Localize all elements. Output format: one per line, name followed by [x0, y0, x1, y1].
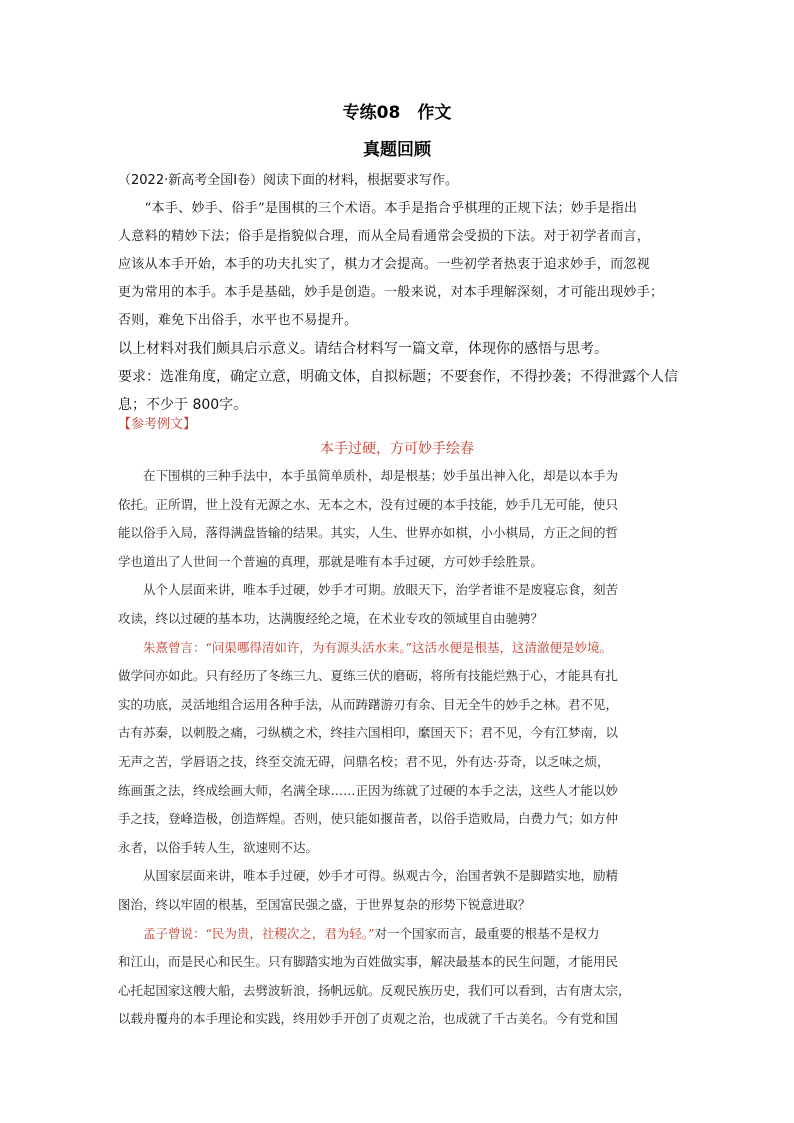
instruction-line: 息；不少于 800字。 [118, 397, 248, 413]
essay-line [118, 777, 678, 806]
essay-text: 无声之苦，学唇语之技，终至交流无碍，问鼎名校；君不见，外有达·芬奇，以乏味之烦， [118, 753, 610, 769]
essay-line [118, 805, 678, 834]
essay-line [118, 691, 678, 720]
essay-text: 学也道出了人世间一个普遍的真理，那就是唯有本手过硬，方可妙手绘胜景。 [118, 553, 544, 569]
essay-line [118, 748, 678, 777]
essay-text: 做学问亦如此。只有经历了冬练三九、夏练三伏的磨砺，将所有技能烂熟于心，才能具有扎 [118, 668, 619, 684]
essay-paragraph [118, 576, 678, 633]
essay-text: 手之技，登峰造极，创造辉煌。否则，使只能如揠苗者，以俗手造败局，白费力气；如方仲 [118, 811, 619, 827]
document-title: 专练08 作文 [342, 103, 452, 123]
essay-line [118, 491, 678, 520]
question-block [118, 167, 678, 419]
essay-line [118, 834, 678, 863]
essay-line [118, 891, 678, 920]
material-line: 应该从本手开始，本手的功夫扎实了，棋力才会提高。一些初学者热衷于追求妙手，而忽视 [118, 257, 651, 272]
essay-paragraph [118, 634, 678, 863]
essay-line [118, 862, 678, 891]
essay-text: 永者，以俗手转人生，欲速则不达。 [118, 839, 319, 855]
instruction-line: 要求：选准角度，确定立意，明确文体，自拟标题；不要套作，不得抄袭；不得泄露个人信 [118, 369, 678, 385]
essay-paragraph [118, 862, 678, 919]
essay-text: 对一个国家而言，最重要的根基不是权力 [374, 925, 600, 941]
instruction-line: 以上材料对我们颇具启示意义。请结合材料写一篇文章，体现你的感悟与思考。 [118, 341, 608, 357]
essay-paragraph [118, 462, 678, 576]
essay-line [118, 462, 678, 491]
essay-line [118, 519, 678, 548]
essay-text: 练画蛋之法，终成绘画大师，名满全球……正因为练就了过硬的本手之法，这些人才能以妙 [118, 782, 619, 798]
essay-title: 本手过硬，方可妙手绘春 [320, 441, 474, 457]
material-line: 否则，难免下出俗手，水平也不易提升。 [118, 313, 358, 328]
material-line: 更为常用的本手。本手是基础，妙手是创造。一般来说，对本手理解深刻，才可能出现妙手； [118, 285, 664, 300]
essay-text: 心托起国家这艘大船，去劈波斩浪，扬帆远航。反观民族历史，我们可以看到，古有唐太宗， [118, 982, 631, 998]
essay-text: 能以俗手入局，落得满盘皆输的结果。其实，人生、世界亦如棋，小小棋局，方正之间的哲 [118, 525, 619, 541]
essay-line [118, 719, 678, 748]
essay-text: 和江山，而是民心和民生。只有脚踏实地为百姓做实事，解决最基本的民生问题，才能用民 [118, 954, 619, 970]
essay-text: 实的功底，灵活地组合运用各种手法，从而踌躇游刃有余、目无全牛的妙手之林。君不见， [118, 696, 619, 712]
essay-line [118, 948, 678, 977]
essay-line [118, 920, 678, 949]
reference-label: 【参考例文】 [118, 417, 197, 432]
question-source: （2022·新高考全国Ⅰ卷）阅读下面的材料，根据要求写作。 [118, 173, 459, 188]
section-heading: 真题回顾 [363, 140, 431, 160]
essay-text: 攻读，终以过硬的基本功，达满腹经纶之境，在术业专攻的领域里自由驰骋？ [118, 610, 544, 626]
essay-text: 以载舟覆舟的本手理论和实践，终用妙手开创了贞观之治，也成就了千古美名。今有党和国 [118, 1011, 619, 1027]
quotation-text: 朱熹曾言：“问渠哪得清如许，为有源头活水来。”这活水便是根基，这清澈便是妙境。 [118, 639, 613, 655]
essay-line [118, 1005, 678, 1034]
essay-text: 从个人层面来讲，唯本手过硬，妙手才可期。放眼天下，治学者谁不是废寝忘食，刻苦 [118, 582, 619, 598]
essay-text: 在下围棋的三种手法中，本手虽简单质朴，却是根基；妙手虽出神入化，却是以本手为 [118, 468, 619, 483]
material-line: 人意料的精妙下法；俗手是指貌似合理，而从全局看通常会受损的下法。对于初学者而言， [118, 229, 651, 244]
material-line: “本手、妙手、俗手”是围棋的三个术语。本手是指合乎棋理的正规下法；妙手是指出 [118, 201, 638, 216]
essay-line [118, 605, 678, 634]
essay-line [118, 576, 678, 605]
essay-text: 图治，终以牢固的根基，至国富民强之盛，于世界复杂的形势下锐意进取？ [118, 896, 531, 912]
instruction-text [118, 335, 678, 419]
essay-line [118, 977, 678, 1006]
essay-line [118, 548, 678, 577]
essay-text: 依托。正所谓，世上没有无源之水、无本之木，没有过硬的本手技能，妙手几无可能，使只 [118, 496, 619, 512]
essay-text: 从国家层面来讲，唯本手过硬，妙手才可得。纵观古今，治国者孰不是脚踏实地，励精 [118, 868, 619, 884]
essay-line [118, 634, 678, 663]
essay-body [118, 462, 678, 1034]
essay-text: 古有苏秦，以刺股之痛，刁纵横之术，终挂六国相印，縻国天下；君不见，今有江梦南，以 [118, 725, 619, 741]
quotation-text: 孟子曾说：“民为贵，社稷次之，君为轻。” [118, 925, 375, 941]
material-text [118, 195, 678, 335]
essay-line [118, 662, 678, 691]
essay-paragraph [118, 920, 678, 1034]
